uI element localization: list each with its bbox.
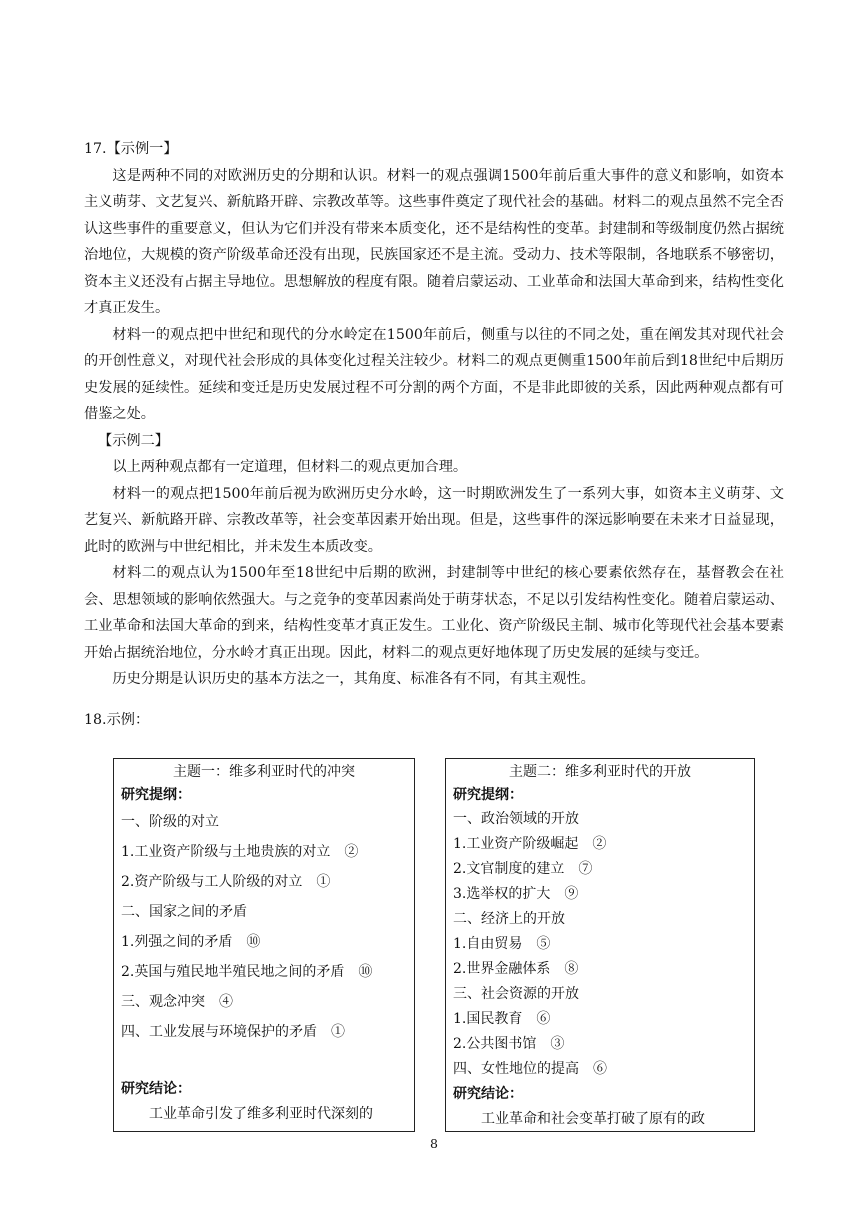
q17-title: 17.【示例一】 bbox=[84, 141, 178, 157]
list-item: 2.资产阶级与工人阶级的对立 ① bbox=[121, 874, 331, 890]
q18-theme-boxes bbox=[113, 758, 755, 1134]
list-item: 2.文官制度的建立 ⑦ bbox=[453, 861, 593, 877]
theme2-outline-list bbox=[453, 807, 747, 1082]
list-item: 三、观念冲突 ④ bbox=[121, 994, 233, 1010]
q17-ex2-para-2: 材料一的观点把1500年前后视为欧洲历史分水岭，这一时期欧洲发生了一系列大事，如资本主义萌芽、文艺复兴、新航路开辟、宗教改革等，社会变革因素开始出现。但是，这些事件的深远影响要在未来才日益显现，此时的欧洲与中世纪相比，并未发生本质改变。 bbox=[84, 485, 784, 555]
q17-ex1-para-1: 这是两种不同的对欧洲历史的分期和认识。材料一的观点强调1500年前后重大事件的意义和影响，如资本主义萌芽、文艺复兴、新航路开辟、宗教改革等。这些事件奠定了现代社会的基础。材料二的观点虽然不完全否认这些事件的重要意义，但认为它们并没有带来本质变化，还不是结构性的变革。封建制和等级制度仍然占据统治地位，大规模的资产阶级革命还没有出现，民族国家还不是主流。受动力、技术等限制，各地联系不够密切，资本主义还没有占据主导地位。思想解放的程度有限。随着启蒙运动、工业革命和法国大革命到来，结构性变化才真正发生。 bbox=[84, 167, 784, 316]
theme1-outline-label: 研究提纲： bbox=[121, 787, 191, 803]
list-item: 一、阶级的对立 bbox=[121, 814, 219, 830]
list-item: 2.世界金融体系 ⑧ bbox=[453, 961, 579, 977]
q17-example2-title: 【示例二】 bbox=[98, 432, 169, 449]
list-item: 2.公共图书馆 ③ bbox=[453, 1036, 565, 1052]
q18-title: 18.示例： bbox=[84, 711, 150, 728]
theme1-conclusion-text: 工业革命引发了维多利亚时代深刻的 bbox=[149, 1106, 373, 1122]
page-number: 8 bbox=[430, 1136, 438, 1151]
theme2-title: 主题二：维多利亚时代的开放 bbox=[509, 764, 691, 780]
list-item: 1.工业资产阶级崛起 ② bbox=[453, 836, 607, 852]
theme1-box bbox=[113, 758, 415, 1132]
q17-ex2-para-1: 以上两种观点都有一定道理，但材料二的观点更加合理。 bbox=[112, 459, 468, 475]
theme1-conclusion-label: 研究结论： bbox=[121, 1081, 191, 1097]
list-item: 3.选举权的扩大 ⑨ bbox=[453, 886, 579, 902]
theme2-outline-label: 研究提纲： bbox=[453, 787, 523, 803]
question-17 bbox=[84, 136, 784, 733]
list-item: 二、国家之间的矛盾 bbox=[121, 904, 247, 920]
theme1-title: 主题一：维多利亚时代的冲突 bbox=[173, 764, 355, 780]
list-item: 1.自由贸易 ⑤ bbox=[453, 936, 551, 952]
list-item: 1.列强之间的矛盾 ⑩ bbox=[121, 934, 261, 950]
q17-ex2-para-4: 历史分期是认识历史的基本方法之一，其角度、标准各有不同，有其主观性。 bbox=[112, 671, 595, 687]
theme2-conclusion-label: 研究结论： bbox=[453, 1086, 523, 1102]
list-item: 1.工业资产阶级与土地贵族的对立 ② bbox=[121, 844, 359, 860]
list-item: 2.英国与殖民地半殖民地之间的矛盾 ⑩ bbox=[121, 964, 373, 980]
theme2-conclusion-text: 工业革命和社会变革打破了原有的政 bbox=[481, 1111, 705, 1127]
q17-ex2-para-3: 材料二的观点认为1500年至18世纪中后期的欧洲，封建制等中世纪的核心要素依然存在，基督教会在社会、思想领域的影响依然强大。与之竞争的变革因素尚处于萌芽状态，不足以引发结构性变化。随着启蒙运动、工业革命和法国大革命的到来，结构性变革才真正发生。工业化、资产阶级民主制、城市化等现代社会基本要素开始占据统治地位，分水岭才真正出现。因此，材料二的观点更好地体现了历史发展的延续与变迁。 bbox=[84, 565, 784, 661]
list-item: 一、政治领域的开放 bbox=[453, 811, 579, 827]
theme1-outline-list bbox=[121, 807, 407, 1047]
list-item: 四、女性地位的提高 ⑥ bbox=[453, 1061, 607, 1077]
list-item: 四、工业发展与环境保护的矛盾 ① bbox=[121, 1024, 345, 1040]
q17-ex1-para-2: 材料一的观点把中世纪和现代的分水岭定在1500年前后，侧重与以往的不同之处，重在阐发其对现代社会的开创性意义，对现代社会形成的具体变化过程关注较少。材料二的观点更侧重1500年前后到18世纪中后期历史发展的延续性。延续和变迁是历史发展过程不可分割的两个方面，不是非此即彼的关系，因此两种观点都有可借鉴之处。 bbox=[84, 326, 784, 422]
list-item: 二、经济上的开放 bbox=[453, 911, 565, 927]
list-item: 三、社会资源的开放 bbox=[453, 986, 579, 1002]
list-item: 1.国民教育 ⑥ bbox=[453, 1011, 551, 1027]
theme2-box bbox=[445, 758, 755, 1132]
